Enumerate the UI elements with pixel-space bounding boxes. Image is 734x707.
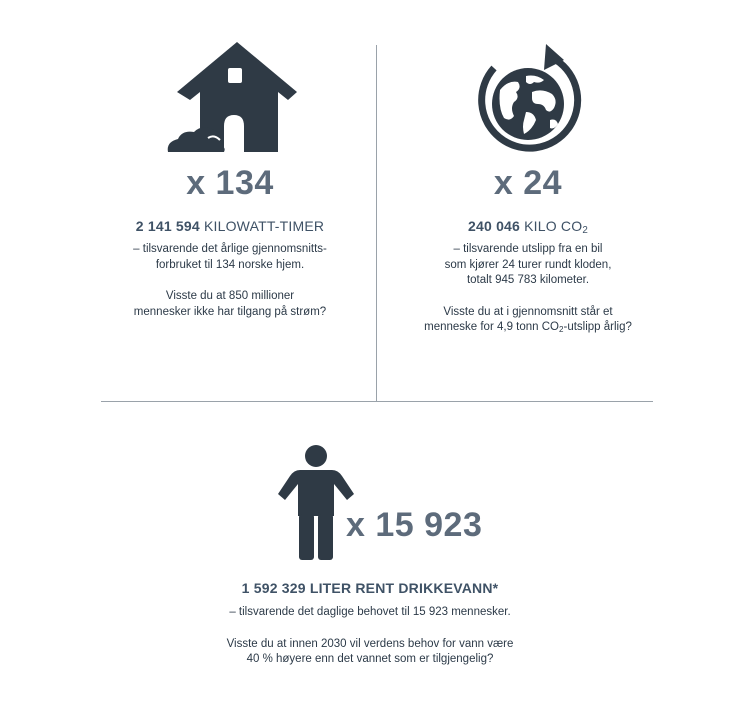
houses-line-2: forbruket til 134 norske hjem. bbox=[155, 258, 305, 271]
co2-fact-2 bbox=[388, 320, 668, 338]
co2-line-1: – tilsvarende utslipp fra en bil bbox=[453, 243, 603, 255]
houses-fact-2: mennesker ikke har tilgang på strøm? bbox=[133, 305, 327, 318]
water-line-1: – tilsvarende det daglige behovet til 15 923 mennesker. bbox=[229, 606, 511, 618]
co2-multiplier: x 24 bbox=[493, 164, 563, 202]
co2-fact-2-subscript: 2 bbox=[559, 325, 564, 334]
co2-headline-unit: KILO CO bbox=[524, 218, 583, 234]
water-fact-2: 40 % høyere enn det vannet som er tilgjengelig? bbox=[246, 653, 494, 665]
houses-multiplier: x 134 bbox=[186, 164, 274, 202]
houses-line-1: – tilsvarende det årlige gjennomsnitts- bbox=[133, 243, 327, 255]
vertical-divider bbox=[376, 45, 377, 401]
houses-headline-unit: KILOWATT-TIMER bbox=[203, 218, 325, 234]
houses-fact-1: Visste du at 850 millioner bbox=[165, 290, 295, 302]
house-icon bbox=[160, 38, 300, 156]
co2-fact-1: Visste du at i gjennomsnitt står et bbox=[443, 305, 613, 318]
co2-line-3: totalt 945 783 kilometer. bbox=[466, 274, 590, 286]
water-fact-1: Visste du at innen 2030 vil verdens behov for vann være bbox=[226, 637, 514, 650]
co2-headline-subscript: 2 bbox=[582, 225, 588, 236]
houses-headline-number: 2 141 594 bbox=[135, 218, 200, 234]
co2-fact-2-a: menneske for 4,9 tonn CO bbox=[424, 321, 559, 333]
co2-line-2: som kjører 24 turer rundt kloden, bbox=[444, 258, 612, 271]
globe-cycle-icon bbox=[470, 38, 586, 158]
water-multiplier: x 15 923 bbox=[346, 506, 483, 544]
person-icon bbox=[276, 444, 356, 562]
houses-headline bbox=[90, 218, 370, 234]
co2-description bbox=[388, 242, 668, 338]
houses-description bbox=[90, 242, 370, 320]
horizontal-divider bbox=[101, 401, 653, 402]
water-headline: 1 592 329 LITER RENT DRIKKEVANN* bbox=[241, 580, 499, 596]
water-description bbox=[170, 605, 570, 668]
co2-headline bbox=[388, 218, 668, 236]
co2-headline-number: 240 046 bbox=[468, 218, 521, 234]
co2-fact-2-b: -utslipp årlig? bbox=[563, 321, 632, 333]
